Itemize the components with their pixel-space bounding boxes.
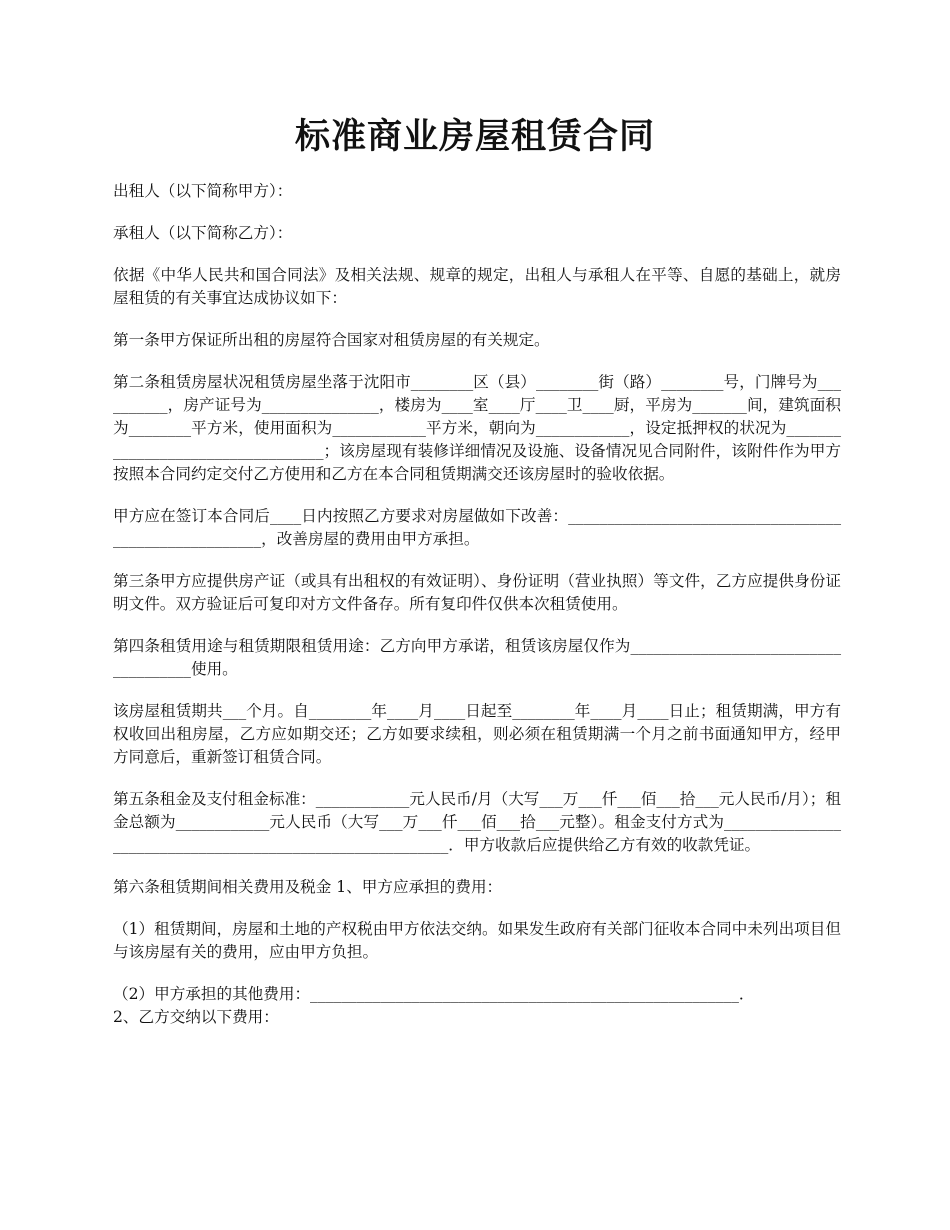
clause-6-2-paragraph: 2、乙方交纳以下费用： [113, 1008, 279, 1026]
article-3-paragraph: 第三条甲方应提供房产证（或具有出租权的有效证明）、身份证明（营业执照）等文件，乙方应提供身份证明文件。双方验证后可复印对方文件备存。所有复印件仅供本次租赁使用。 [113, 572, 841, 613]
lease-term-paragraph: 该房屋租赁期共___个月。自________年____月____日起至________年____月____日止；租赁期满，甲方有权收回出租房屋，乙方应如期交还；乙方如要求续租，则必须在租赁期满一个月之前书面通知甲方，经甲方同意后，重新签订租赁合同。 [113, 702, 841, 766]
document-body [113, 180, 841, 1048]
clause-6-1-2-paragraph: （2）甲方承担的其他费用：_______________________________________________________． [113, 985, 755, 1003]
article-1-paragraph: 第一条甲方保证所出租的房屋符合国家对租赁房屋的有关规定。 [113, 331, 550, 349]
clause-6-1-1-paragraph: （1）租赁期间，房屋和土地的产权税由甲方依法交纳。如果发生政府有关部门征收本合同中未列出项目但与该房屋有关的费用，应由甲方负担。 [113, 920, 842, 961]
party-b-line: 承租人（以下简称乙方）： [113, 224, 293, 242]
improvement-paragraph: 甲方应在签订本合同后____日内按照乙方要求对房屋做如下改善：______________________________________________________，改善房屋的费用由甲方承担。 [113, 507, 841, 548]
document-title: 标准商业房屋租赁合同 [294, 116, 655, 157]
article-6-paragraph: 第六条租赁期间相关费用及税金 1、甲方应承担的费用： [113, 878, 503, 896]
article-5-paragraph: 第五条租金及支付租金标准：____________元人民币/月（大写___万___仟___佰___拾___元人民币/月）；租金总额为____________元人民币（大写___万___仟___佰___拾___元整）。租金支付方式为__________________________________________________________．甲方收款后应提供给乙方有效的收款凭证。 [113, 790, 841, 854]
party-a-line: 出租人（以下简称甲方）： [113, 182, 293, 200]
preamble-paragraph: 依据《中华人民共和国合同法》及相关法规、规章的规定，出租人与承租人在平等、自愿的基础上，就房屋租赁的有关事宜达成协议如下： [113, 266, 841, 307]
article-4-paragraph: 第四条租赁用途与租赁期限租赁用途：乙方向甲方承诺，租赁该房屋仅作为_____________________________________使用。 [113, 637, 841, 678]
article-2-paragraph: 第二条租赁房屋状况租赁房屋坐落于沈阳市________区（县）________街（路）________号，门牌号为__________，房产证号为_______________，楼房为____室____厅____卫____厨，平房为_______间，建筑面积为________平方米，使用面积为____________平方米，朝向为____________，设定抵押权的状况为__________________________________；该房屋现有装修详细情况及设施、设备情况见合同附件，该附件作为甲方按照本合同约定交付乙方使用和乙方在本合同租赁期满交还该房屋时的验收依据。 [113, 373, 841, 483]
